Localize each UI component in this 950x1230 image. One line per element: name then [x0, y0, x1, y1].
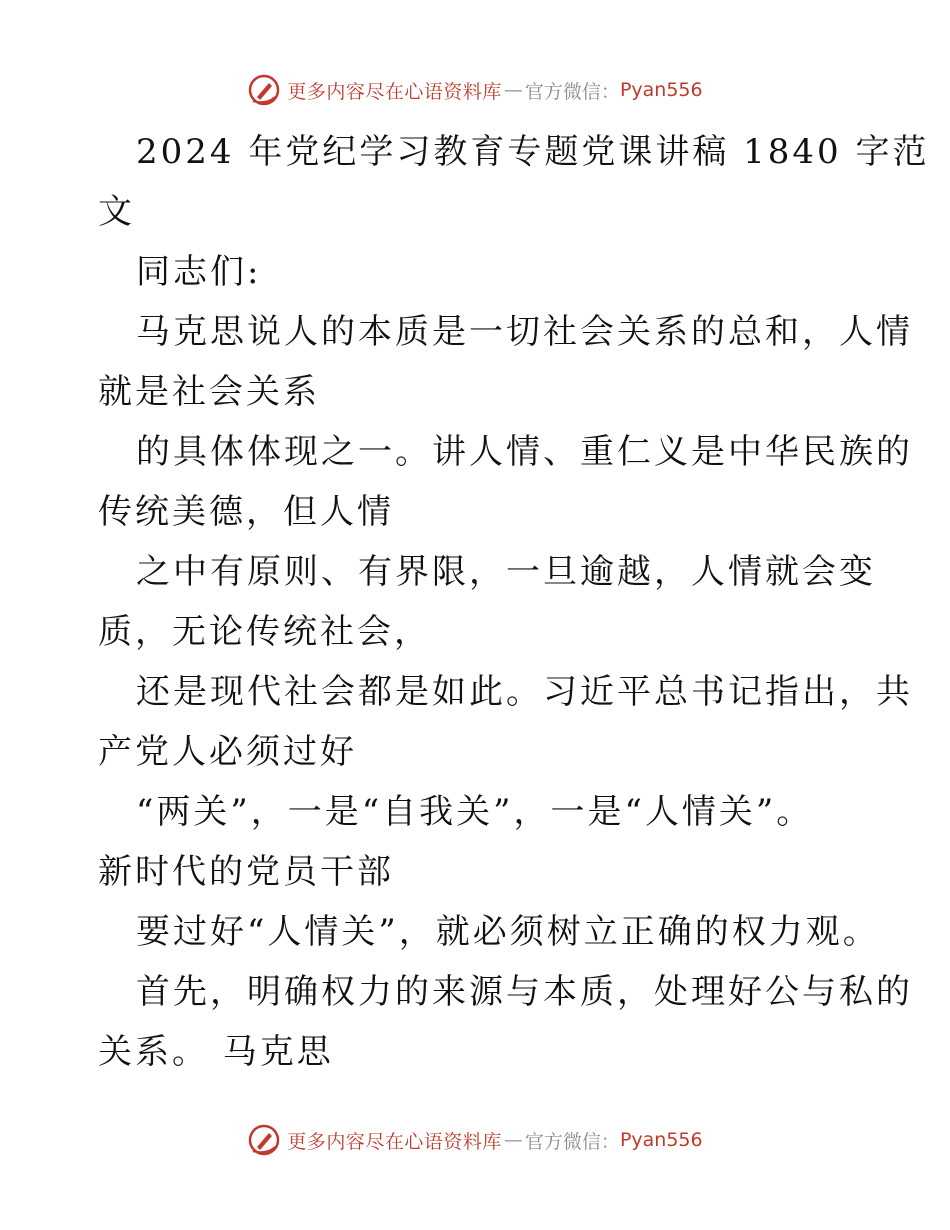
document-line: 首先，明确权力的来源与本质，处理好公与私的 [136, 972, 913, 1012]
document-line: 2024 年党纪学习教育专题党课讲稿 1840 字范 [136, 132, 930, 172]
document-line: 传统美德，但人情 [98, 492, 394, 532]
document-line: 就是社会关系 [98, 372, 320, 412]
document-line: 马克思说人的本质是一切社会关系的总和，人情 [136, 312, 913, 352]
watermark-separator: — [503, 79, 523, 101]
document-line: 文 [98, 192, 135, 232]
document-line: 质，无论传统社会， [98, 612, 431, 652]
watermark-separator: — [503, 1129, 523, 1151]
document-line: 关系。 马克思 [98, 1032, 334, 1072]
watermark-wechat-label: 官方微信： [524, 1130, 620, 1153]
watermark-wechat-id: Pyan556 [619, 79, 703, 101]
document-line: 新时代的党员干部 [98, 852, 394, 892]
watermark-wechat-id: Pyan556 [619, 1129, 703, 1151]
watermark-text: 更多内容尽在心语资料库 [287, 1130, 502, 1153]
pen-circle-icon [247, 73, 281, 107]
footer-watermark [0, 1120, 950, 1160]
document-line: 还是现代社会都是如此。习近平总书记指出，共 [136, 672, 913, 712]
watermark-text: 更多内容尽在心语资料库 [287, 80, 502, 103]
document-line: 产党人必须过好 [98, 732, 357, 772]
document-line: “两关”，一是“自我关”，一是“人情关”。 [136, 792, 814, 832]
header-watermark [0, 70, 950, 110]
watermark-wechat-label: 官方微信： [524, 80, 620, 103]
document-body [98, 122, 930, 1082]
document-line: 之中有原则、有界限，一旦逾越，人情就会变 [136, 552, 876, 592]
document-line: 要过好“人情关”，就必须树立正确的权力观。 [136, 912, 880, 952]
document-line: 的具体体现之一。讲人情、重仁义是中华民族的 [136, 432, 913, 472]
pen-circle-icon [247, 1123, 281, 1157]
document-line: 同志们: [136, 252, 262, 292]
